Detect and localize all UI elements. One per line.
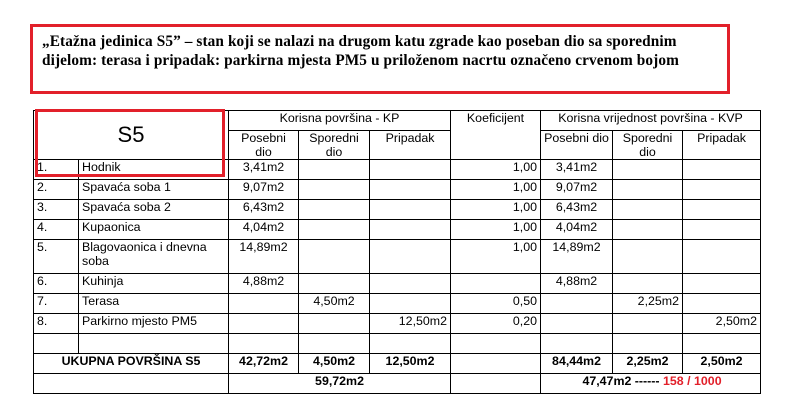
table-row bbox=[34, 314, 761, 334]
ownership-share: 158 / 1000 bbox=[663, 374, 722, 388]
kvp-posebni-value bbox=[541, 314, 613, 334]
kvp-posebni-value: 14,89m2 bbox=[541, 240, 613, 274]
total-kp-sporedni: 4,50m2 bbox=[299, 354, 370, 374]
kvp-sporedni-value bbox=[613, 220, 683, 240]
kp-posebni-value: 4,88m2 bbox=[229, 274, 299, 294]
empty-cell bbox=[34, 334, 79, 354]
total-kvp-posebni: 84,44m2 bbox=[541, 354, 613, 374]
table-row bbox=[34, 220, 761, 240]
room-name: Spavaća soba 1 bbox=[79, 180, 229, 200]
kvp-pripadak-value bbox=[683, 240, 761, 274]
kp-posebni-value: 4,04m2 bbox=[229, 220, 299, 240]
kp-posebni-value: 6,43m2 bbox=[229, 200, 299, 220]
kvp-sum-cell bbox=[541, 374, 761, 394]
kp-sporedni-value bbox=[299, 274, 370, 294]
kvp-sporedni-value bbox=[613, 274, 683, 294]
kvp-sporedni-value bbox=[613, 160, 683, 180]
table-row bbox=[34, 200, 761, 220]
kp-pripadak-value bbox=[370, 200, 451, 220]
area-table bbox=[33, 110, 761, 394]
kvp-pripadak-value bbox=[683, 160, 761, 180]
kp-posebni-header: Posebni dio bbox=[229, 131, 299, 160]
kp-sporedni-value bbox=[299, 200, 370, 220]
empty-cell bbox=[299, 334, 370, 354]
coef-value: 1,00 bbox=[451, 180, 541, 200]
row-number: 5. bbox=[34, 240, 79, 274]
kvp-sporedni-header: Sporedni dio bbox=[613, 131, 683, 160]
empty-cell bbox=[370, 334, 451, 354]
kvp-posebni-value: 3,41m2 bbox=[541, 160, 613, 180]
row-number: 3. bbox=[34, 200, 79, 220]
coef-header: Koeficijent bbox=[451, 111, 541, 160]
total-label: UKUPNA POVRŠINA S5 bbox=[34, 354, 229, 374]
row-number: 4. bbox=[34, 220, 79, 240]
kp-pripadak-value bbox=[370, 180, 451, 200]
kp-pripadak-value bbox=[370, 240, 451, 274]
spacer-row bbox=[34, 334, 761, 354]
kp-pripadak-value bbox=[370, 274, 451, 294]
coef-value: 1,00 bbox=[451, 240, 541, 274]
kp-group-header: Korisna površina - KP bbox=[229, 111, 451, 131]
table-row bbox=[34, 160, 761, 180]
coef-value: 0,50 bbox=[451, 294, 541, 314]
room-name: Hodnik bbox=[79, 160, 229, 180]
empty-cell bbox=[451, 374, 541, 394]
kp-sporedni-value bbox=[299, 220, 370, 240]
kp-pripadak-value bbox=[370, 294, 451, 314]
room-name: Parkirno mjesto PM5 bbox=[79, 314, 229, 334]
kvp-sporedni-value bbox=[613, 240, 683, 274]
kvp-pripadak-value bbox=[683, 180, 761, 200]
room-name: Blagovaonica i dnevna soba bbox=[79, 240, 229, 274]
coef-value: 0,20 bbox=[451, 314, 541, 334]
kp-posebni-value: 3,41m2 bbox=[229, 160, 299, 180]
total-kp-pripadak: 12,50m2 bbox=[370, 354, 451, 374]
kvp-posebni-value: 9,07m2 bbox=[541, 180, 613, 200]
room-name: Kupaonica bbox=[79, 220, 229, 240]
sum-row bbox=[34, 374, 761, 394]
unit-label: S5 bbox=[34, 111, 229, 160]
kvp-pripadak-header: Pripadak bbox=[683, 131, 761, 160]
row-number: 2. bbox=[34, 180, 79, 200]
total-kp-posebni: 42,72m2 bbox=[229, 354, 299, 374]
empty-cell bbox=[613, 334, 683, 354]
kp-sporedni-value bbox=[299, 240, 370, 274]
kp-sporedni-value: 4,50m2 bbox=[299, 294, 370, 314]
empty-cell bbox=[541, 334, 613, 354]
kvp-posebni-value bbox=[541, 294, 613, 314]
kp-sporedni-value bbox=[299, 160, 370, 180]
kp-sporedni-header: Sporedni dio bbox=[299, 131, 370, 160]
room-name: Spavaća soba 2 bbox=[79, 200, 229, 220]
room-name: Kuhinja bbox=[79, 274, 229, 294]
total-kvp-sporedni: 2,25m2 bbox=[613, 354, 683, 374]
coef-value: 1,00 bbox=[451, 200, 541, 220]
kvp-sporedni-value: 2,25m2 bbox=[613, 294, 683, 314]
kvp-posebni-value: 6,43m2 bbox=[541, 200, 613, 220]
empty-cell bbox=[683, 334, 761, 354]
kvp-pripadak-value bbox=[683, 294, 761, 314]
kp-pripadak-value bbox=[370, 160, 451, 180]
totals-row bbox=[34, 354, 761, 374]
empty-cell bbox=[451, 334, 541, 354]
kvp-sporedni-value bbox=[613, 200, 683, 220]
empty-cell bbox=[34, 374, 229, 394]
kvp-pripadak-value bbox=[683, 200, 761, 220]
row-number: 8. bbox=[34, 314, 79, 334]
kvp-pripadak-value bbox=[683, 220, 761, 240]
kvp-posebni-value: 4,88m2 bbox=[541, 274, 613, 294]
kp-sporedni-value bbox=[299, 180, 370, 200]
kvp-posebni-header: Posebni dio bbox=[541, 131, 613, 160]
room-name: Terasa bbox=[79, 294, 229, 314]
kp-posebni-value bbox=[229, 314, 299, 334]
table-row bbox=[34, 274, 761, 294]
total-coef bbox=[451, 354, 541, 374]
kp-posebni-value: 14,89m2 bbox=[229, 240, 299, 274]
kvp-sporedni-value bbox=[613, 314, 683, 334]
coef-value bbox=[451, 274, 541, 294]
kvp-group-header: Korisna vrijednost površina - KVP bbox=[541, 111, 761, 131]
empty-cell bbox=[229, 334, 299, 354]
kp-sporedni-value bbox=[299, 314, 370, 334]
row-number: 6. bbox=[34, 274, 79, 294]
coef-value: 1,00 bbox=[451, 160, 541, 180]
unit-description: „Etažna jedinica S5” – stan koji se nalazi na drugom katu zgrade kao poseban dio sa sporednim dijelom: terasa i pripadak: parkirna mjesta PM5 u priloženom nacrtu označeno crvenom bojom bbox=[42, 33, 679, 69]
coef-value: 1,00 bbox=[451, 220, 541, 240]
kp-pripadak-header: Pripadak bbox=[370, 131, 451, 160]
kvp-posebni-value: 4,04m2 bbox=[541, 220, 613, 240]
kp-pripadak-value bbox=[370, 220, 451, 240]
empty-cell bbox=[79, 334, 229, 354]
header-row-group bbox=[34, 111, 761, 131]
row-number: 7. bbox=[34, 294, 79, 314]
table-row bbox=[34, 294, 761, 314]
kvp-sporedni-value bbox=[613, 180, 683, 200]
kvp-pripadak-value bbox=[683, 274, 761, 294]
kvp-pripadak-value: 2,50m2 bbox=[683, 314, 761, 334]
total-kvp-pripadak: 2,50m2 bbox=[683, 354, 761, 374]
kp-pripadak-value: 12,50m2 bbox=[370, 314, 451, 334]
kp-posebni-value: 9,07m2 bbox=[229, 180, 299, 200]
table-row bbox=[34, 240, 761, 274]
table-row bbox=[34, 180, 761, 200]
row-number: 1. bbox=[34, 160, 79, 180]
kp-sum: 59,72m2 bbox=[229, 374, 451, 394]
kvp-sum: 47,47m2 ------ bbox=[582, 374, 660, 388]
kp-posebni-value bbox=[229, 294, 299, 314]
